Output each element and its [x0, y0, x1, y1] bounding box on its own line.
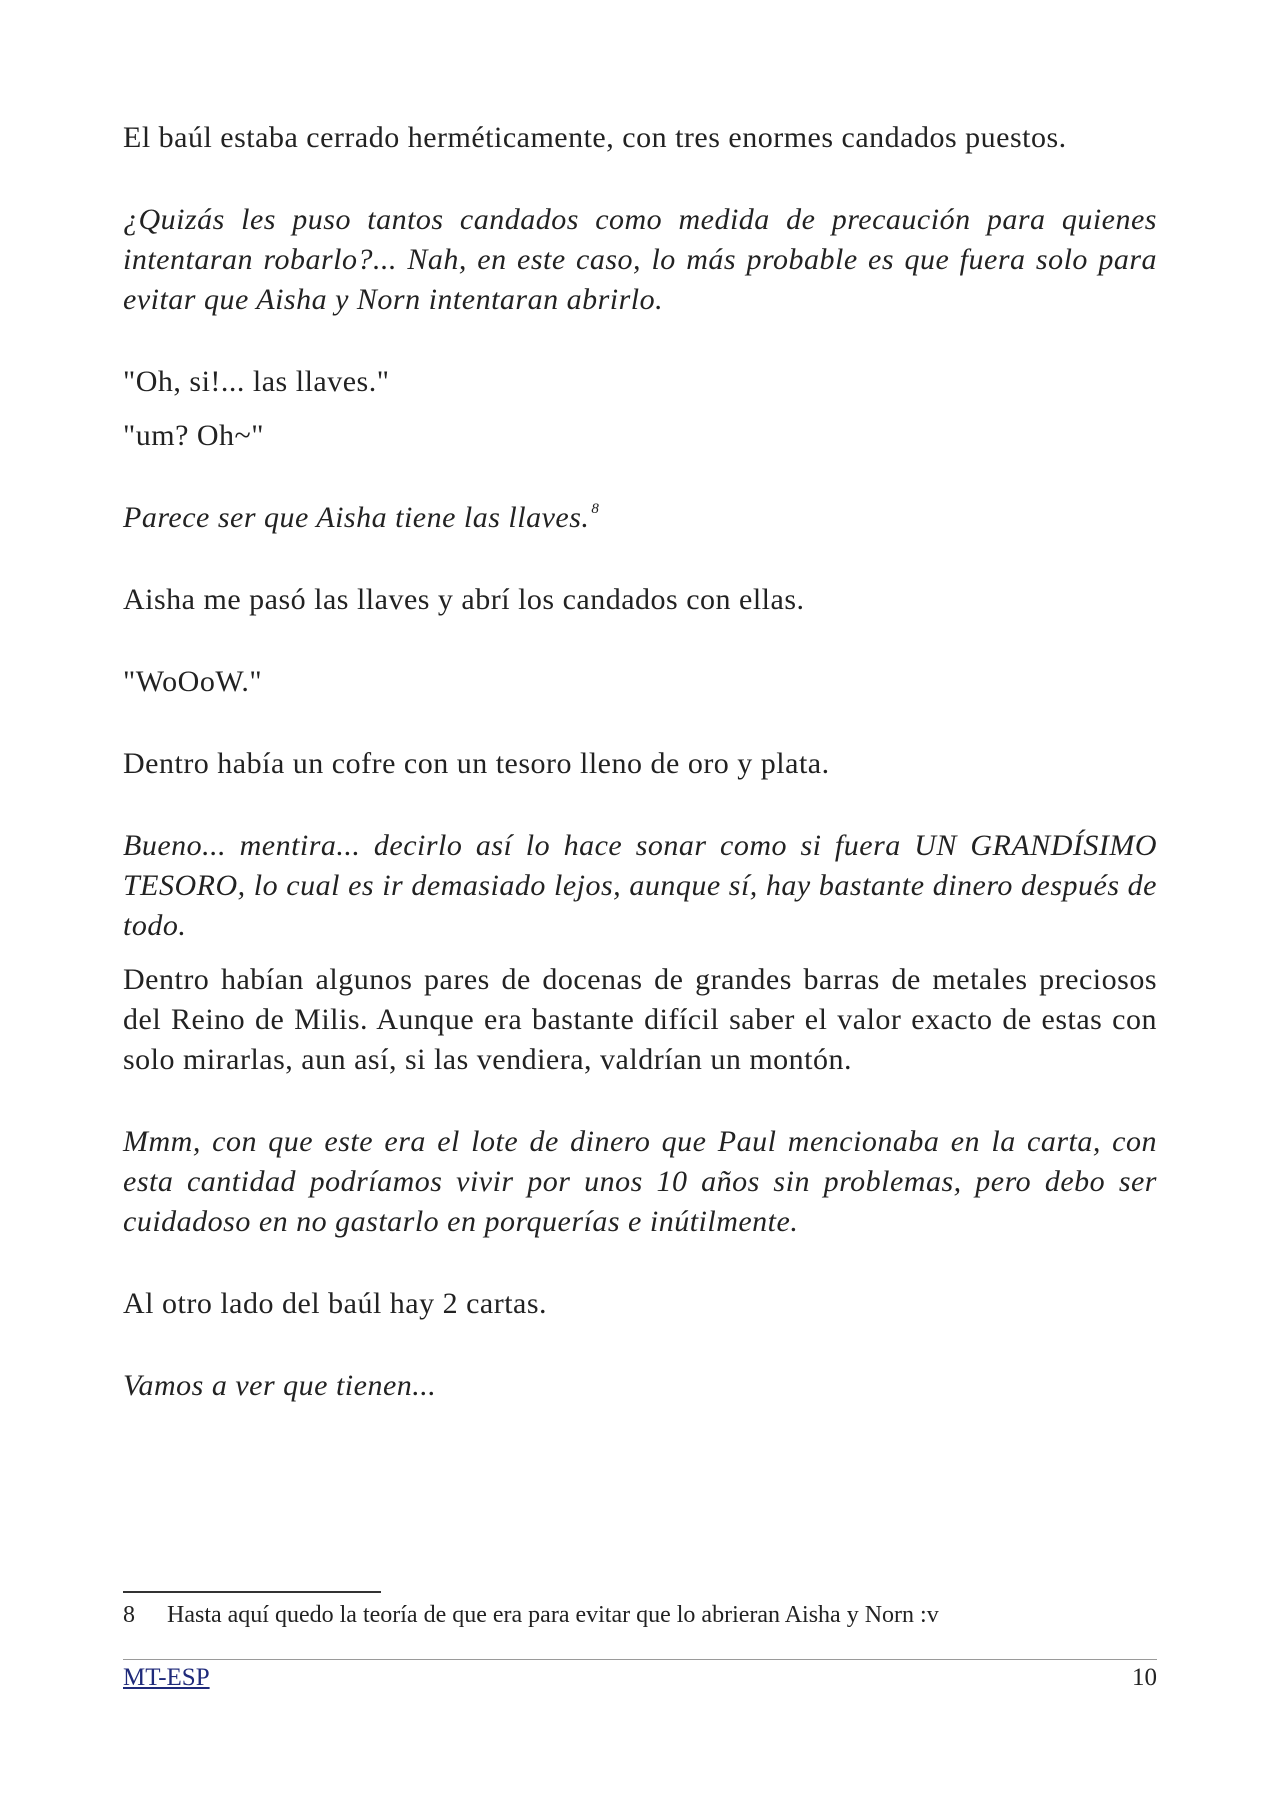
footnote-number: 8: [123, 1602, 135, 1628]
paragraph-narration: Aisha me pasó las llaves y abrí los candados con ellas.: [123, 583, 805, 616]
footnote-divider: [123, 1591, 381, 1593]
paragraph-narration: Dentro habían algunos pares de docenas de grandes barras de metales preciosos del Reino de Milis. Aunque era bastante difícil saber el valor exacto de estas con solo mirarlas, aun así, si las vendiera, valdrían un montón.: [123, 963, 1157, 1076]
paragraph-thought: Bueno... mentira... decirlo así lo hace sonar como si fuera UN GRANDÍSIMO TESORO, lo cual es ir demasiado lejos, aunque sí, hay bastante dinero después de todo.: [123, 829, 1157, 942]
page-footer: [123, 1661, 1157, 1695]
paragraph-dialogue: "WoOoW.": [123, 665, 263, 698]
paragraph-thought: Mmm, con que este era el lote de dinero que Paul mencionaba en la carta, con esta cantidad podríamos vivir por unos 10 años sin problemas, pero debo ser cuidadoso en no gastarlo en porquerías e inútilmente.: [123, 1125, 1157, 1238]
paragraph-narration: Al otro lado del baúl hay 2 cartas.: [123, 1287, 548, 1320]
footnote-reference: 8: [591, 501, 600, 517]
paragraph-dialogue: "Oh, si!... las llaves.": [123, 365, 390, 398]
body-text: [123, 118, 1157, 1406]
paragraph-thought: ¿Quizás les puso tantos candados como medida de precaución para quienes intentaran robarlo?... Nah, en este caso, lo más probable es que fuera solo para evitar que Aisha y Norn intentaran abrirlo.: [123, 203, 1157, 316]
document-page: [123, 0, 1157, 1811]
paragraph-narration: El baúl estaba cerrado herméticamente, con tres enormes candados puestos.: [123, 121, 1067, 154]
footnote: [123, 1598, 1157, 1632]
paragraph-thought-text: Parece ser que Aisha tiene las llaves.: [123, 501, 590, 534]
page-number: 10: [1132, 1664, 1157, 1691]
footer-link[interactable]: MT-ESP: [123, 1664, 210, 1691]
paragraph-thought: [123, 498, 1157, 538]
paragraph-thought: Vamos a ver que tienen...: [123, 1369, 437, 1402]
footnote-text: Hasta aquí quedo la teoría de que era para evitar que lo abrieran Aisha y Norn :v: [167, 1602, 939, 1628]
paragraph-narration: Dentro había un cofre con un tesoro lleno de oro y plata.: [123, 747, 830, 780]
paragraph-dialogue: "um? Oh~": [123, 419, 265, 452]
footer-divider: [123, 1659, 1157, 1660]
